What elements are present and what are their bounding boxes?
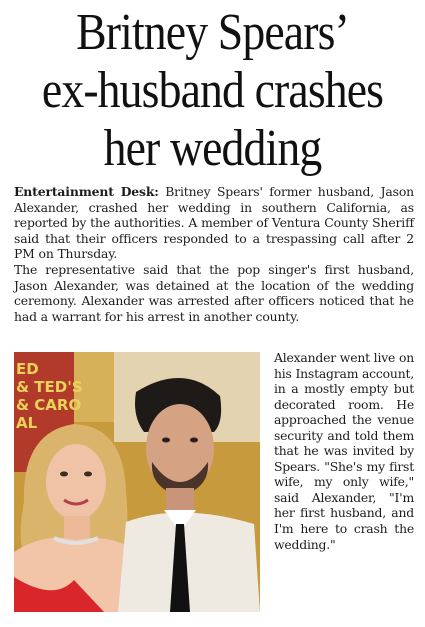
article-body-top [14, 184, 414, 324]
svg-text:AL: AL [16, 414, 38, 432]
headline-line-1: Britney Spears’ [76, 4, 349, 61]
svg-text:& TED'S: & TED'S [16, 378, 83, 396]
headline-line-2: ex-husband crashes [41, 62, 384, 119]
svg-text:ED: ED [16, 360, 39, 378]
article-paragraph-2: The representative said that the pop singer's first husband, Jason Alexander, was detained at the location of the wedding ceremony. Alexander was arrested after officers noticed that he had a warrant for his arrest in another county. [14, 261, 414, 324]
article-paragraph-1-text: Britney Spears' former husband, Jason Alexander, crashed her wedding in southern California, as reported by the authorities. A member of Ventura County Sheriff said that their officers responded to a trespassing call after 2 PM on Thursday. [14, 184, 414, 262]
photo-illustration [14, 352, 260, 612]
svg-text:& CARO: & CARO [16, 396, 82, 414]
headline-line-3: her wedding [103, 120, 322, 177]
article-kicker: Entertainment Desk: [14, 184, 159, 199]
article-paragraph-1 [14, 184, 414, 262]
headline [26, 4, 400, 178]
article-photo [14, 352, 260, 612]
article-paragraph-3: Alexander went live on his Instagram account, in a mostly empty but decorated room. He approached the venue security and told them that he was invited by Spears. "She's my first wife, my only wife," said Alexander, "I'm her first husband, and I'm here to crash the wedding." [274, 350, 414, 552]
article-body-side [274, 350, 414, 552]
